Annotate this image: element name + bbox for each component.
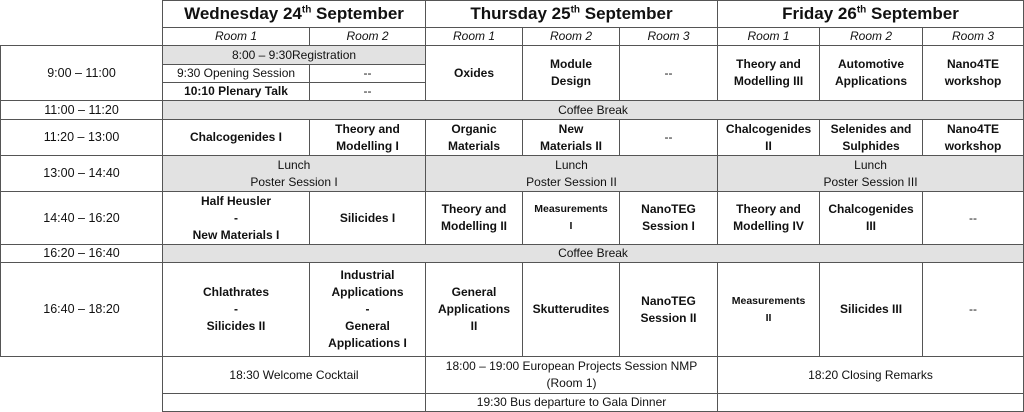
empty-cell — [163, 394, 426, 412]
session-cell: -- — [620, 46, 718, 101]
session-cell: Chalcogenides III — [820, 192, 923, 245]
schedule-row-coffee — [1, 245, 1024, 263]
session-cell: -- — [310, 65, 426, 83]
session-cell: Theory and Modelling II — [426, 192, 523, 245]
session-cell: Module Design — [523, 46, 620, 101]
empty-corner — [1, 28, 163, 46]
empty-cell — [718, 394, 1024, 412]
session-cell: Chalcogenides I — [163, 120, 310, 156]
time-slot: 11:20 – 13:00 — [1, 120, 163, 156]
session-cell: Selenides and Sulphides — [820, 120, 923, 156]
day-name: Thursday 25 — [470, 4, 571, 23]
room-header: Room 2 — [310, 28, 426, 46]
day-month: September — [866, 4, 959, 23]
session-cell: -- — [310, 83, 426, 101]
lunch-poster-cell: Lunch Poster Session II — [426, 156, 718, 192]
time-slot: 9:00 – 11:00 — [1, 46, 163, 101]
coffee-break-cell: Coffee Break — [163, 245, 1024, 263]
session-cell: -- — [923, 192, 1024, 245]
closing-remarks-cell: 18:20 Closing Remarks — [718, 357, 1024, 394]
room-header-row — [1, 28, 1024, 46]
session-cell: Measurements II — [718, 263, 820, 357]
time-slot: 11:00 – 11:20 — [1, 101, 163, 120]
session-cell: -- — [620, 120, 718, 156]
schedule-row-evening — [1, 357, 1024, 394]
session-cell: Theory and Modelling I — [310, 120, 426, 156]
session-cell: Chlathrates - Silicides II — [163, 263, 310, 357]
plenary-talk-cell: 10:10 Plenary Talk — [163, 83, 310, 101]
session-cell: Organic Materials — [426, 120, 523, 156]
room-header: Room 1 — [718, 28, 820, 46]
schedule-row-afternoon — [1, 192, 1024, 245]
room-header: Room 2 — [820, 28, 923, 46]
session-cell: New Materials II — [523, 120, 620, 156]
day-header-thursday — [426, 1, 718, 28]
empty-corner — [1, 1, 163, 28]
time-slot: 16:40 – 18:20 — [1, 263, 163, 357]
day-header-wednesday — [163, 1, 426, 28]
session-cell: Chalcogenides II — [718, 120, 820, 156]
time-slot: 14:40 – 16:20 — [1, 192, 163, 245]
schedule-row-morning — [1, 46, 1024, 65]
day-header-friday — [718, 1, 1024, 28]
lunch-poster-cell: Lunch Poster Session III — [718, 156, 1024, 192]
session-cell: Skutterudites — [523, 263, 620, 357]
room-header: Room 3 — [923, 28, 1024, 46]
gala-dinner-cell: 19:30 Bus departure to Gala Dinner — [426, 394, 718, 412]
session-cell: Automotive Applications — [820, 46, 923, 101]
day-suffix: th — [570, 4, 581, 16]
session-cell: Nano4TE workshop — [923, 46, 1024, 101]
european-projects-cell: 18:00 – 19:00 European Projects Session NMP (Room 1) — [426, 357, 718, 394]
day-suffix: th — [301, 4, 312, 16]
session-cell: General Applications II — [426, 263, 523, 357]
session-cell: Half Heusler - New Materials I — [163, 192, 310, 245]
day-suffix: th — [856, 4, 867, 16]
room-header: Room 3 — [620, 28, 718, 46]
session-cell: Oxides — [426, 46, 523, 101]
schedule-row-dinner — [1, 394, 1024, 412]
coffee-break-cell: Coffee Break — [163, 101, 1024, 120]
schedule-row-coffee — [1, 101, 1024, 120]
day-header-row — [1, 1, 1024, 28]
schedule-row-lunch — [1, 156, 1024, 192]
empty-time-cell — [1, 357, 163, 394]
session-cell: Nano4TE workshop — [923, 120, 1024, 156]
session-cell: -- — [923, 263, 1024, 357]
session-cell: NanoTEG Session I — [620, 192, 718, 245]
room-header: Room 2 — [523, 28, 620, 46]
time-slot: 13:00 – 14:40 — [1, 156, 163, 192]
room-header: Room 1 — [426, 28, 523, 46]
time-slot: 16:20 – 16:40 — [1, 245, 163, 263]
schedule-row-midday — [1, 120, 1024, 156]
lunch-poster-cell: Lunch Poster Session I — [163, 156, 426, 192]
empty-time-cell — [1, 394, 163, 412]
session-cell: Theory and Modelling III — [718, 46, 820, 101]
room-header: Room 1 — [163, 28, 310, 46]
day-name: Friday 26 — [782, 4, 857, 23]
session-cell: Measurements I — [523, 192, 620, 245]
welcome-cocktail-cell: 18:30 Welcome Cocktail — [163, 357, 426, 394]
session-cell: Silicides I — [310, 192, 426, 245]
session-cell: NanoTEG Session II — [620, 263, 718, 357]
day-month: September — [311, 4, 404, 23]
registration-cell: 8:00 – 9:30Registration — [163, 46, 426, 65]
day-name: Wednesday 24 — [184, 4, 302, 23]
schedule-row-late — [1, 263, 1024, 357]
opening-session-cell: 9:30 Opening Session — [163, 65, 310, 83]
day-month: September — [580, 4, 673, 23]
session-cell: Theory and Modelling IV — [718, 192, 820, 245]
session-cell: Silicides III — [820, 263, 923, 357]
session-cell: Industrial Applications - General Applications I — [310, 263, 426, 357]
